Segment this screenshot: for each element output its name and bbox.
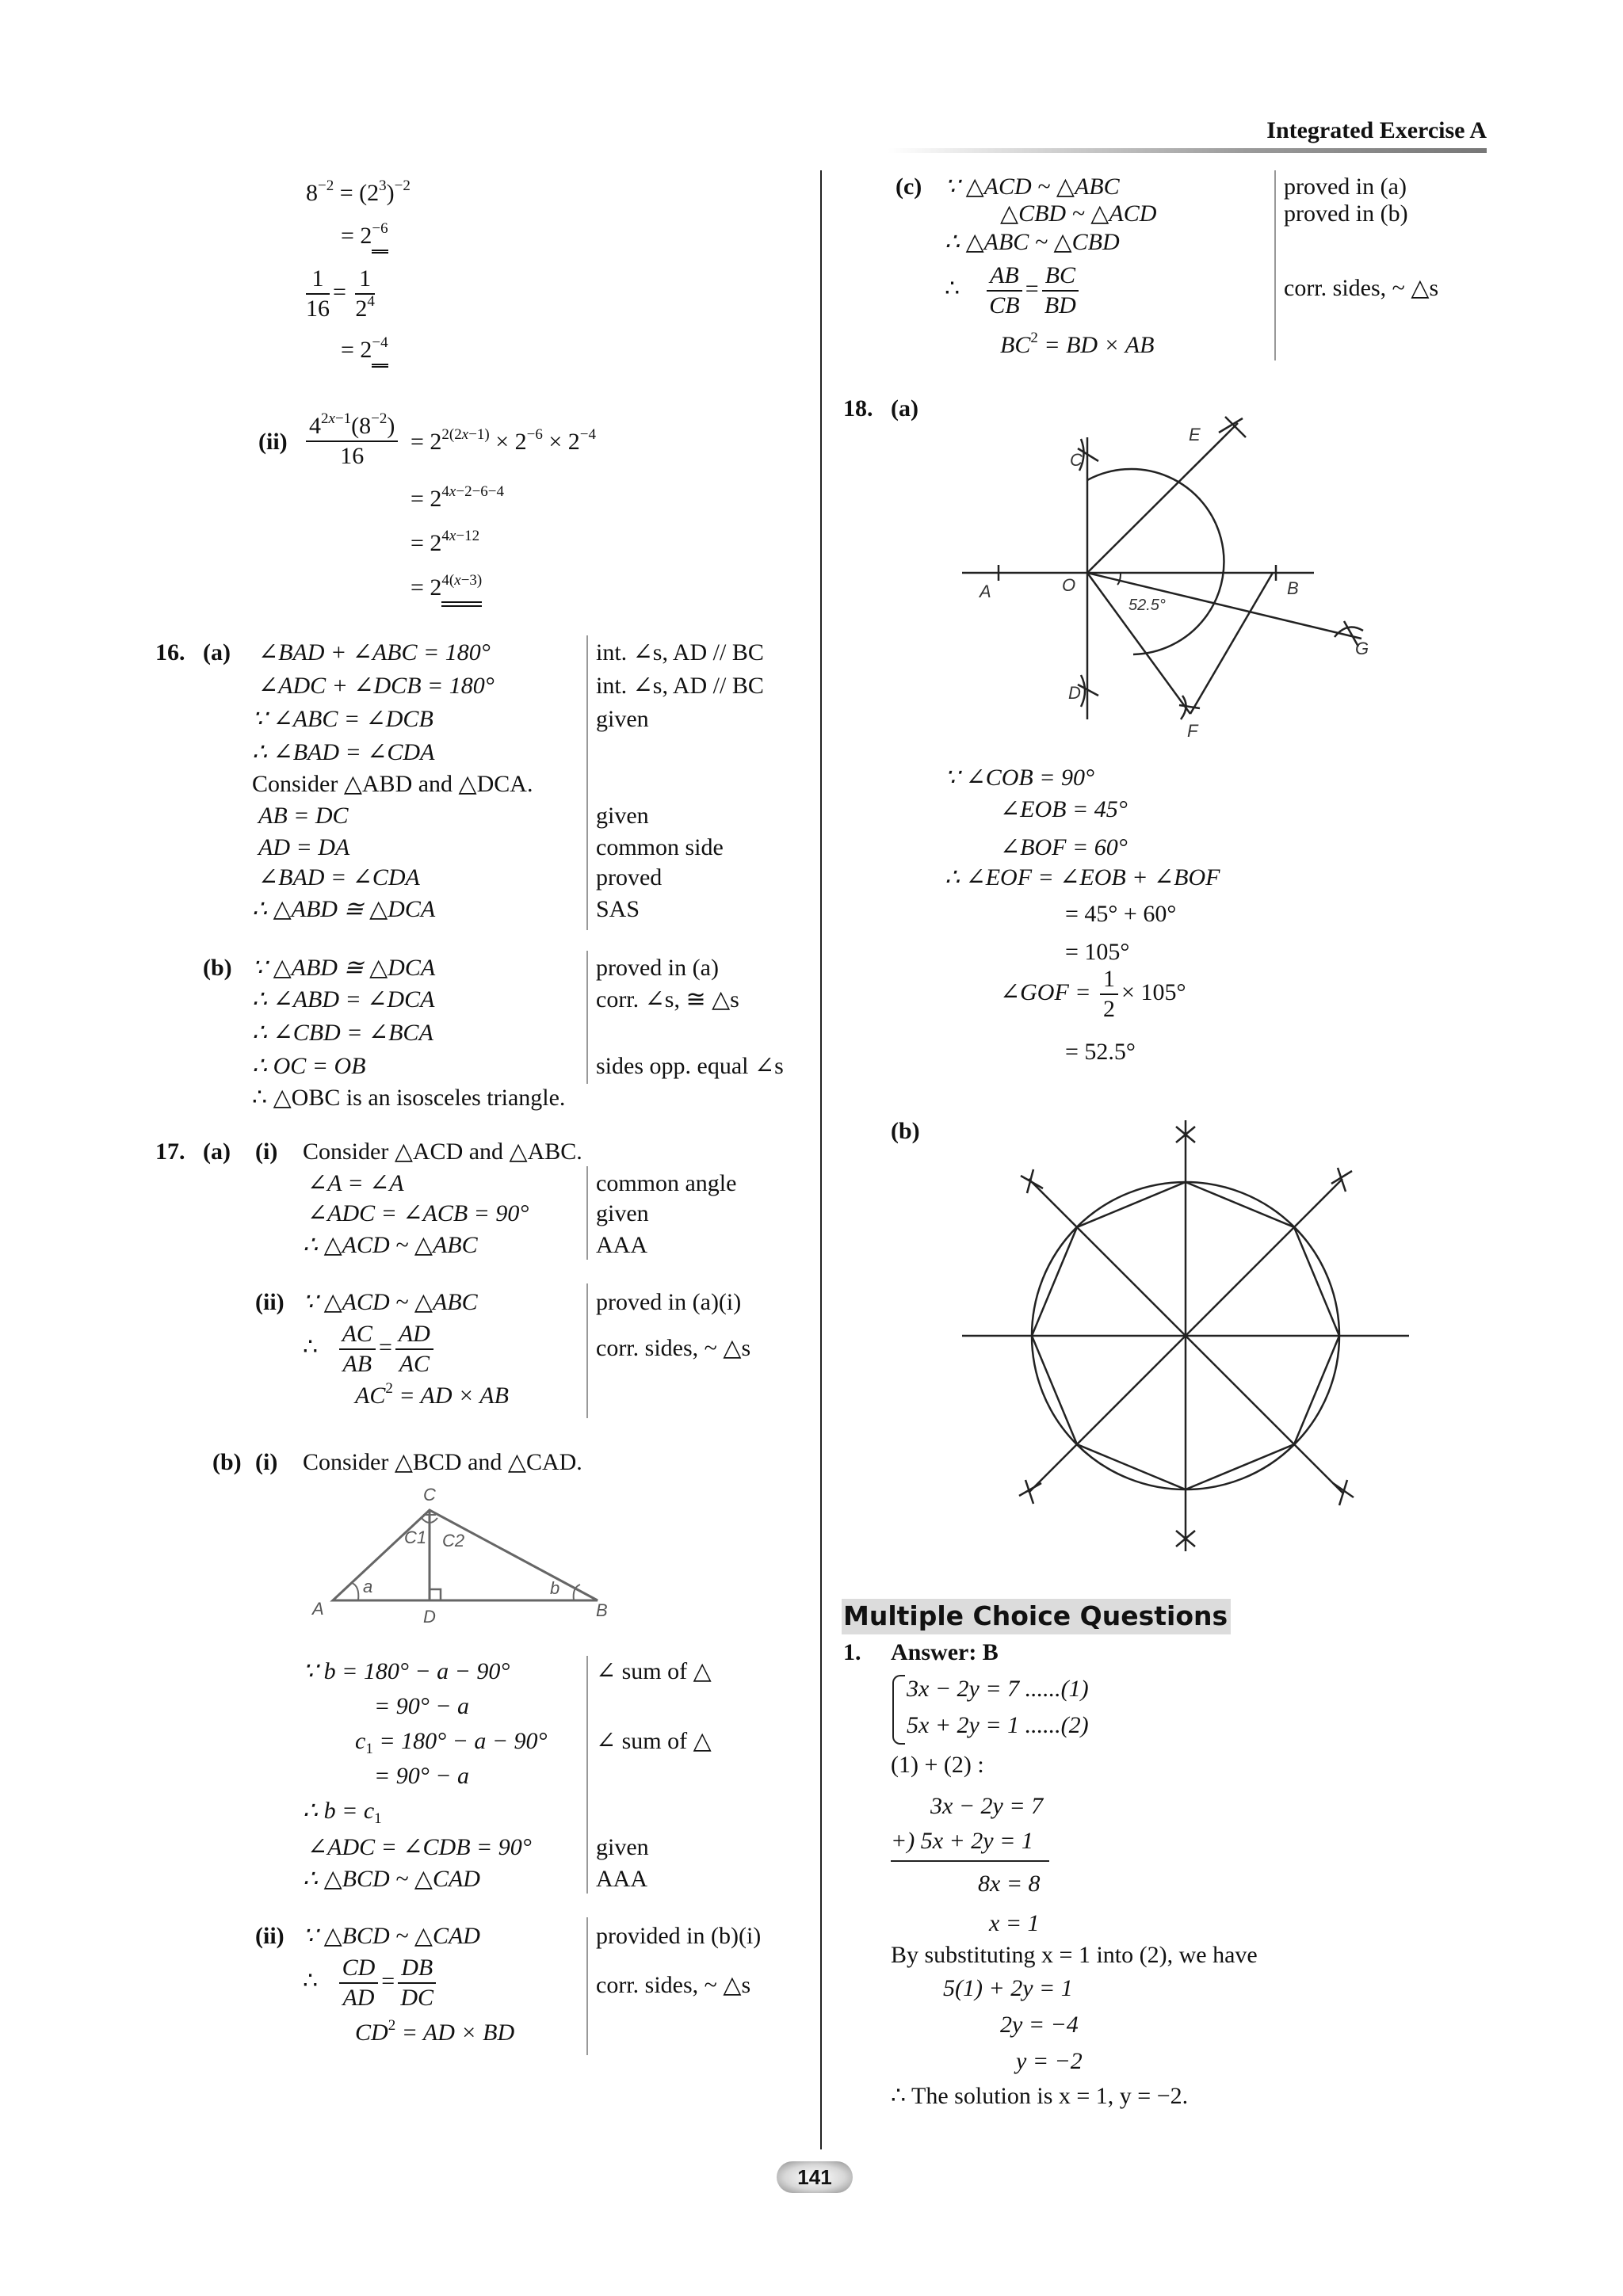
point-label-o: O (1062, 575, 1076, 595)
text: ) (387, 413, 395, 439)
text: (8 (351, 413, 372, 439)
q17aii-stmt: ∵ △ACD ~ △ABC (303, 1289, 478, 1315)
q17bii-ratio: ∴ $\frac{CD}{AD}$ = $\frac{DB}{DC}$ (303, 1954, 439, 2012)
point-label-c: C (1070, 450, 1083, 470)
mcq-equation: 5x + 2y = 1 ......(2) (907, 1712, 1089, 1738)
text: CB (989, 292, 1020, 318)
angle-label-c1: C1 (404, 1527, 427, 1547)
text: = 2 (411, 574, 442, 601)
text: AD (342, 1985, 375, 2011)
q17ai-divider (586, 1166, 588, 1260)
mcq-answer: Answer: B (891, 1639, 999, 1665)
angle-label-c2: C2 (442, 1531, 465, 1550)
q17aii-stmt3: $AC^2$ = AD × AB (355, 1380, 509, 1409)
text: 1 (306, 265, 330, 295)
q17-part-b-label: (b) (212, 1449, 242, 1475)
angle-construction-figure (951, 409, 1426, 749)
text: 4 (309, 413, 321, 439)
text: BC (1000, 332, 1031, 358)
text: = AD × BD (395, 2019, 515, 2046)
q15-line4: = $2^{-4}$ (341, 336, 388, 364)
mcq-step: x = 1 (989, 1910, 1040, 1936)
q17bi-stmt: ∴ △BCD ~ △CAD (303, 1866, 480, 1892)
q18-gof-line (1000, 965, 1186, 1024)
text: = 2 (341, 223, 372, 249)
q16b-stmt: ∴ ∠ABD = ∠DCA (252, 986, 435, 1013)
vertex-label-c: C (423, 1485, 436, 1505)
q17bi-reason: ∠ sum of △ (596, 1658, 712, 1684)
q17c-divider (1274, 170, 1276, 360)
q16a-stmt: ∠BAD + ∠ABC = 180° (258, 639, 491, 666)
text: = 2 (411, 429, 442, 455)
text: AB (987, 261, 1022, 292)
q18-number: 18. (843, 395, 873, 421)
q17-part-ii-label: (ii) (255, 1289, 285, 1315)
q18-stmt: ∠EOB = 45° (1000, 796, 1128, 822)
mcq-step: 2y = −4 (1000, 2012, 1079, 2038)
q16a-reason: common side (596, 834, 724, 860)
mcq-step-label: (1) + (2) : (891, 1752, 984, 1778)
vertex-label-b: B (596, 1600, 608, 1620)
q17c-stmt: △CBD ~ △ACD (1000, 200, 1157, 227)
q16-part-b-label: (b) (203, 955, 232, 981)
q17c-reason: proved in (a) (1284, 174, 1407, 200)
q16-number: 16. (155, 639, 185, 666)
mcq-step: 3x − 2y = 7 (930, 1793, 1044, 1819)
q17c-reason: corr. sides, ~ △s (1284, 275, 1439, 301)
q17bi-divider (586, 1656, 588, 1894)
q16b-reason: proved in (a) (596, 955, 719, 981)
q16a-reason: int. ∠s, AD // BC (596, 639, 764, 666)
text: × 2 (495, 429, 527, 455)
mcq-section-title: Multiple Choice Questions (842, 1599, 1231, 1634)
q17bii-stmt3: $CD^2$ = AD × BD (355, 2017, 515, 2046)
text: AB (342, 1351, 372, 1377)
text: c (355, 1728, 366, 1754)
q17bi-title: Consider △BCD and △CAD. (303, 1449, 582, 1475)
mcq-step: +) 5x + 2y = 1 (891, 1828, 1033, 1854)
q17ai-stmt: ∠A = ∠A (307, 1170, 404, 1196)
q17bi-reason: given (596, 1834, 649, 1860)
q17bi-stmt: = 90° − a (374, 1763, 469, 1789)
q15-ii-r1: = $2^{2(2x-1)} \times 2^{-6} \times 2^{-4}$ (411, 426, 597, 455)
q16a-reason: given (596, 706, 649, 732)
q15-part-ii-label: (ii) (258, 429, 288, 455)
q16a-reason: SAS (596, 896, 640, 922)
text: DB (398, 1954, 436, 1984)
q16a-stmt: ∠ADC + ∠DCB = 180° (258, 673, 495, 699)
q16a-stmt: AB = DC (258, 803, 349, 829)
text: 16 (306, 296, 330, 322)
text: = 2 (411, 530, 442, 556)
q17ai-stmt: ∠ADC = ∠ACB = 90° (307, 1200, 529, 1226)
angle-label-a: a (363, 1577, 373, 1596)
q17c-reason: proved in (b) (1284, 200, 1408, 227)
q15-line1: $8^{-2} = (2^3)^{-2}$ (306, 177, 411, 206)
q15-line2: = $2^{-6}$ (341, 222, 388, 250)
q17bi-stmt: = 90° − a (374, 1693, 469, 1719)
equation-brace (892, 1675, 905, 1745)
q16a-stmt: ∵ ∠ABC = ∠DCB (252, 706, 433, 732)
q17c-last: $BC^2$ = BD × AB (1000, 330, 1155, 358)
q17aii-divider (586, 1283, 588, 1418)
mcq-conclusion: ∴ The solution is x = 1, y = −2. (891, 2083, 1189, 2109)
addition-rule (891, 1860, 1049, 1862)
q17-part-bii-label: (ii) (255, 1923, 285, 1949)
q17c-stmt: ∴ △ABC ~ △CBD (945, 229, 1120, 255)
mcq-step: 5(1) + 2y = 1 (943, 1975, 1073, 2001)
q16a-stmt: ∠BAD = ∠CDA (258, 864, 420, 891)
q18-part-b-label: (b) (891, 1118, 920, 1144)
q17bii-stmt: ∵ △BCD ~ △CAD (303, 1923, 480, 1949)
q17ai-reason: AAA (596, 1232, 647, 1258)
text: 2 (355, 296, 368, 322)
text: × 105° (1121, 978, 1186, 1005)
text: = AD × AB (392, 1383, 509, 1409)
q16a-stmt: ∴ ∠BAD = ∠CDA (252, 739, 435, 765)
text: AC (339, 1320, 376, 1350)
q15-ii-fraction: $\frac{4^{2x-1}(8^{-2})}{16}$ (306, 412, 398, 471)
q17ai-stmt: ∴ △ACD ~ △ABC (303, 1232, 478, 1258)
q15-ii-r3: = $2^{4x-12}$ (411, 528, 480, 556)
q18-part-a-label: (a) (891, 395, 918, 421)
q17aii-ratio: ∴ $\frac{AC}{AB}$ = $\frac{AD}{AC}$ (303, 1320, 437, 1379)
q17bii-reason: corr. sides, ~ △s (596, 1972, 751, 1998)
q17c-stmt: ∵ △ACD ~ △ABC (945, 174, 1120, 200)
mcq-question-number: 1. (843, 1639, 861, 1665)
text: 2 (1103, 996, 1116, 1022)
q17bi-reason: AAA (596, 1866, 647, 1892)
q17-part-bi-label: (i) (255, 1449, 278, 1475)
angle-label-52-5: 52.5° (1128, 597, 1166, 614)
therefore-symbol: ∴ (303, 1333, 319, 1360)
q17ai-reason: common angle (596, 1170, 737, 1196)
q18-stmt: ∴ ∠EOF = ∠EOB + ∠BOF (945, 864, 1220, 891)
text: = 2 (411, 486, 442, 512)
q17bi-b-eq-c1: ∴ $b = c_1$ (303, 1798, 382, 1827)
page-number-badge (777, 2161, 853, 2193)
q17-number: 17. (155, 1138, 185, 1165)
q18-stmt: ∵ ∠COB = 90° (945, 765, 1094, 791)
q17bi-c1-line: $c_1 = 180^\circ - a - 90^\circ$ (355, 1728, 548, 1757)
q17aii-reason: proved in (a)(i) (596, 1289, 742, 1315)
q16a-divider (586, 635, 588, 930)
text: ∠GOF = (1000, 978, 1091, 1005)
text: DC (400, 1985, 434, 2011)
text: AD (395, 1320, 433, 1350)
mcq-step: y = −2 (1016, 2048, 1083, 2074)
q17bii-reason: provided in (b)(i) (596, 1923, 762, 1949)
q16a-stmt: ∴ △ABD ≅ △DCA (252, 896, 436, 922)
text: ∴ b = c (303, 1798, 375, 1824)
therefore-symbol: ∴ (303, 1967, 319, 1994)
text: = BD × AB (1037, 332, 1155, 358)
q18-stmt: = 52.5° (1065, 1039, 1136, 1065)
q17c-label: (c) (896, 174, 922, 200)
text: ) (386, 180, 395, 206)
therefore-symbol: ∴ (945, 275, 960, 302)
q18-stmt: = 45° + 60° (1065, 901, 1177, 927)
q17bi-reason: ∠ sum of △ (596, 1728, 712, 1754)
text: BD (1044, 292, 1076, 318)
vertex-label-d: D (423, 1607, 436, 1627)
q17bi-stmt: ∵ b = 180° − a − 90° (303, 1658, 510, 1684)
text: 1 (1100, 965, 1118, 995)
q17aii-reason: corr. sides, ~ △s (596, 1335, 751, 1361)
q17-part-i-label: (i) (255, 1138, 278, 1165)
q17c-ratio: ∴ $\frac{AB}{CB}$ = $\frac{BC}{BD}$ (945, 261, 1082, 320)
text: = (2 (339, 180, 380, 206)
point-label-a: A (980, 582, 991, 601)
q15-line3: $\frac{1}{16}$ = $\frac{1}{2^4}$ (306, 265, 375, 322)
text: = 2 (341, 337, 372, 363)
page-number: 141 (797, 2165, 832, 2189)
text: 16 (340, 443, 365, 469)
q15-ii-r2: = $2^{4x-2-6-4}$ (411, 483, 505, 512)
q18-stmt: = 105° (1065, 939, 1130, 965)
mcq-step: 8x = 8 (978, 1871, 1041, 1897)
vertex-label-a: A (312, 1599, 324, 1619)
q17ai-reason: given (596, 1200, 649, 1226)
q16a-stmt: Consider △ABD and △DCA. (252, 771, 533, 797)
q18-stmt: ∠BOF = 60° (1000, 834, 1128, 860)
q16b-stmt: ∴ △OBC is an isosceles triangle. (252, 1085, 566, 1111)
point-label-g: G (1355, 639, 1369, 658)
text: AC (355, 1383, 386, 1409)
q16b-divider (586, 951, 588, 1084)
text: AC (399, 1351, 430, 1377)
q16a-reason: proved (596, 864, 663, 891)
header-rule (888, 148, 1487, 153)
point-label-b: B (1287, 578, 1299, 598)
q16b-stmt: ∴ OC = OB (252, 1053, 366, 1079)
point-label-f: F (1187, 721, 1198, 741)
angle-label-b: b (550, 1578, 560, 1598)
mcq-substitution-text: By substituting x = 1 into (2), we have (891, 1942, 1258, 1968)
text: = 180° − a − 90° (372, 1728, 548, 1754)
octagon-construction-figure (951, 1114, 1426, 1566)
page-header-title: Integrated Exercise A (1266, 117, 1487, 143)
column-divider (820, 170, 822, 2149)
q16-part-a-label: (a) (203, 639, 231, 666)
q17bii-divider (586, 1917, 588, 2055)
q16b-reason: sides opp. equal ∠s (596, 1053, 784, 1079)
text: CD (355, 2019, 388, 2046)
q17-part-a-label: (a) (203, 1138, 231, 1165)
right-triangle-figure (301, 1482, 634, 1640)
q16a-reason: given (596, 803, 649, 829)
point-label-d: D (1068, 683, 1081, 703)
q16a-stmt: AD = DA (258, 834, 350, 860)
q15-ii-r4: = $2^{4(x-3)}$ (411, 574, 482, 602)
text: BC (1042, 261, 1079, 292)
q16b-stmt: ∴ ∠CBD = ∠BCA (252, 1020, 433, 1046)
q16b-stmt: ∵ △ABD ≅ △DCA (252, 955, 436, 981)
text: × 2 (548, 429, 580, 455)
point-label-e: E (1189, 425, 1201, 444)
q16b-reason: corr. ∠s, ≅ △s (596, 986, 739, 1013)
q17ai-stmt: Consider △ACD and △ABC. (303, 1138, 582, 1165)
mcq-equation: 3x − 2y = 7 ......(1) (907, 1676, 1089, 1702)
q16a-reason: int. ∠s, AD // BC (596, 673, 764, 699)
text: 1 (355, 265, 375, 295)
text: 8 (306, 180, 318, 206)
q17bi-stmt: ∠ADC = ∠CDB = 90° (307, 1834, 532, 1860)
text: CD (339, 1954, 379, 1984)
